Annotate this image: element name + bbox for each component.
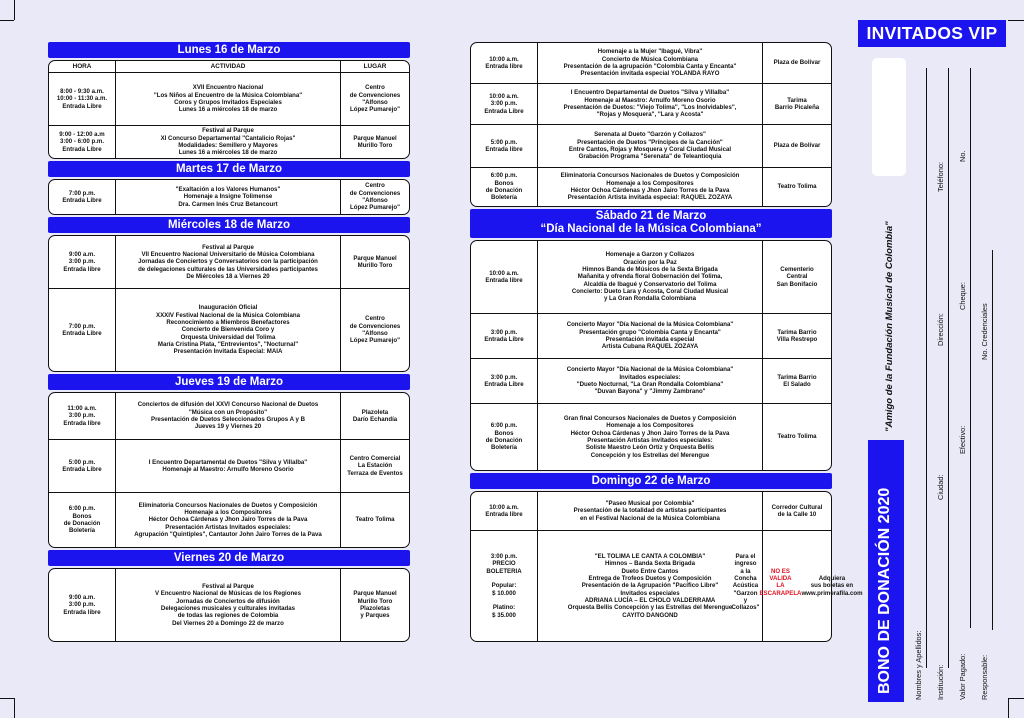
- event-time: 6:00 p.m. Bonos de Donación Boletería: [63, 505, 101, 535]
- field-no: No.: [958, 150, 967, 162]
- event-row: [471, 43, 831, 83]
- event-venue: Teatro Tolima: [777, 433, 817, 441]
- day-schedule-table: [470, 240, 832, 471]
- day-title: Lunes 16 de Marzo: [48, 42, 410, 58]
- event-time: 8:00 - 9:30 a.m. 10:00 - 11:30 a.m. Entrada Libre: [56, 88, 108, 110]
- event-activity: I Encuentro Departamental de Duetos "Silva y Villalba" Homenaje al Maestro: Arnulfo Moreno Osorio Presentación de Duetos: "Viejo Tolima", "Los Inolvidables", "Rojas y Mosquera", "Lara y Acosta": [537, 84, 763, 124]
- event-time: 6:00 p.m. Bonos de Donación Boletería: [485, 422, 523, 452]
- event-row: [471, 83, 831, 124]
- day-title: Viernes 20 de Marzo: [48, 550, 410, 566]
- event-time: 9:00 - 12:00 a.m 3:00 - 6:00 p.m. Entrada Libre: [59, 131, 105, 153]
- event-row: [471, 124, 831, 167]
- fill-line: [926, 68, 927, 668]
- event-time: 10:00 a.m. 3:00 p.m. Entrada Libre: [484, 93, 524, 115]
- event-venue: Plaza de Bolívar: [773, 142, 821, 150]
- ticket-stub-blank: [872, 58, 906, 176]
- event-venue: Corredor Cultural de la Calle 10: [771, 503, 823, 518]
- event-activity: "EL TOLIMA LE CANTA A COLOMBIA" Himnos – Banda Sexta Brigada Dueto Entre Cantos Entrega de Trofeos Duetos y Composición Presentación de la Agrupación "Pacífico Libre" Invitados especiales ADRIANA LUCÍA – EL CHOLO VALDERRAMA Orquesta Bellis Concepción y las Estrellas del Merengue CAYITO DANGOND: [537, 531, 763, 641]
- event-activity: "Paseo Musical por Colombia" Presentación de la totalidad de artistas participantes en el Festival Nacional de la Música Colombiana: [537, 492, 763, 530]
- event-row: [49, 492, 409, 547]
- day-title: Domingo 22 de Marzo: [470, 473, 832, 489]
- event-time: 10:00 a.m. Entrada libre: [485, 269, 523, 284]
- event-row: [49, 288, 409, 371]
- event-row: [49, 125, 409, 158]
- event-time: 3:00 p.m. Entrada Libre: [484, 328, 524, 343]
- event-row: [471, 403, 831, 470]
- event-venue: Centro de Convenciones "Alfonso López Pumarejo": [349, 84, 401, 114]
- field-valor-pagado: Valor Pagado:: [958, 653, 967, 700]
- event-venue: Plazoleta Darío Echandía: [352, 408, 398, 423]
- event-venue: Parque Manuel Murillo Toro: [353, 254, 397, 269]
- crop-mark: [1008, 20, 1024, 21]
- invitados-vip-header: INVITADOS VIP: [858, 20, 1006, 47]
- event-row: [471, 530, 863, 641]
- day-schedule-table: [48, 235, 410, 372]
- event-row: [471, 313, 831, 358]
- day-title: Jueves 19 de Marzo: [48, 374, 410, 390]
- day-schedule-table: [48, 179, 410, 215]
- amigo-fundacion-text: "Amigo de la Fundación Musical de Colombia": [884, 221, 895, 432]
- event-time: 6:00 p.m. Bonos de Donación Boletería: [485, 172, 523, 202]
- field-credenciales: No. Credenciales: [980, 303, 989, 360]
- event-activity: Homenaje a Garzon y Collazos Oración por la Paz Himnos Banda de Músicos de la Sexta Brigada Mañanita y ofrenda floral Gobernación del Tolima, Alcaldía de Ibagué y Conservatorio del Tolima Concierto: Dueto Lara y Acosta, Coral Ciudad Musical y La Gran Rondalla Colombiana: [537, 241, 763, 313]
- event-venue: Tarima Barrio Picaleña: [774, 96, 820, 111]
- header-lugar: LUGAR: [363, 62, 387, 70]
- field-efectivo: Efectivo:: [958, 425, 967, 454]
- event-activity: Festival al Parque VII Encuentro Nacional Universitario de Música Colombiana Jornadas de Conciertos y Conversatorios con la participación de delegaciones culturales de las Universidades participantes De Miércoles 18 a Viernes 20: [115, 236, 341, 288]
- event-row: [49, 72, 409, 125]
- event-activity: Concierto Mayor "Día Nacional de la Música Colombiana" Invitados especiales: "Dueto Nocturnal, "La Gran Rondalla Colombiana" "Duvan Bayona" y "Jimmy Zambrano": [537, 359, 763, 403]
- field-telefono: Teléfono:: [936, 162, 945, 192]
- event-row: [49, 439, 409, 492]
- event-venue: Plaza de Bolívar: [773, 59, 821, 67]
- day-title: Martes 17 de Marzo: [48, 161, 410, 177]
- event-venue: Cementerio Central San Bonifacio: [776, 266, 818, 288]
- event-venue: Parque Manuel Murillo Toro Plazoletas y Parques: [353, 590, 397, 620]
- event-time: 10:00 a.m. Entrada libre: [485, 503, 523, 518]
- event-time: 9:00 a.m. 3:00 p.m. Entrada libre: [63, 251, 101, 273]
- event-venue: Tarima Barrio El Salado: [777, 373, 817, 388]
- event-venue: Para el ingreso a la Concha Acústica "Garzon y Collazos" NO ES VALIDA LA ESCARAPELA Adquiera sus boletas en www.primerafila.com: [731, 553, 863, 612]
- event-venue: Parque Manuel Murillo Toro: [353, 134, 397, 149]
- field-ciudad: Ciudad:: [936, 474, 945, 500]
- event-time: 10:00 a.m. Entrada libre: [485, 55, 523, 70]
- day-title: Miércoles 18 de Marzo: [48, 217, 410, 233]
- header-hora: HORA: [72, 62, 92, 70]
- table-header-row: [49, 61, 409, 72]
- event-activity: Festival al Parque XI Concurso Departamental "Cantalicio Rojas" Modalidades: Semillero y Mayores Lunes 16 a miércoles 18 de marzo: [115, 126, 341, 158]
- field-institucion: Institución:: [936, 664, 945, 700]
- crop-mark: [14, 698, 15, 718]
- event-activity: Eliminatoria Concursos Nacionales de Duetos y Composición Homenaje a los Compositores Héctor Ochoa Cárdenas y Jhon Jairo Torres de la Pava Presentación Artistas Invitados especiales: Agrupación "Quintiples", Cantautor John Jairo Torres de la Pava: [115, 493, 341, 547]
- event-time: 7:00 p.m. Entrada Libre: [62, 322, 102, 337]
- field-cheque: Cheque:: [958, 282, 967, 310]
- header-actividad: ACTIVIDAD: [115, 61, 341, 72]
- event-row: [471, 358, 831, 403]
- event-activity: Festival al Parque V Encuentro Nacional de Músicas de los Regiones Jornadas de Conciertos de difusión Delegaciones musicales y culturales invitadas de todas las regiones de Colombia Del Viernes 20 a Domingo 22 de marzo: [115, 569, 341, 641]
- event-time: 11:00 a.m. 3:00 p.m. Entrada libre: [63, 405, 101, 427]
- schedule-column-right: [470, 42, 863, 644]
- event-venue: Teatro Tolima: [777, 183, 817, 191]
- event-activity: Gran final Concursos Nacionales de Duetos y Composición Homenaje a los Compositores Héctor Ochoa Cárdenas y Jhon Jairo Torres de la Pava Presentación Artistas invitados especiales: Soliste Maestro León Ortiz y Orquesta Bellis Concepción y los Estrellas del Merengue: [537, 404, 763, 470]
- event-time: 3:00 p.m. PRECIO BOLETERIA Popular: $ 10.000 Platino: $ 35.000: [486, 553, 522, 619]
- event-row: [49, 180, 409, 214]
- fill-line: [948, 68, 949, 668]
- event-venue: Centro de Convenciones "Alfonso López Pumarejo": [349, 182, 401, 212]
- crop-mark: [1008, 698, 1024, 699]
- event-activity: XVII Encuentro Nacional "Los Niños al Encuentro de la Música Colombiana" Coros y Grupos Invitados Especiales Lunes 16 a miércoles 18 de marzo: [115, 73, 341, 125]
- event-venue: Tarima Barrio Villa Restrepo: [776, 328, 818, 343]
- event-time: 5:00 p.m. Entrada libre: [485, 138, 523, 153]
- escarapela-warning: NO ES VALIDA LA ESCARAPELA: [759, 567, 802, 597]
- crop-mark: [0, 698, 14, 699]
- event-activity: Conciertos de difusión del XXVI Concurso Nacional de Duetos "Música con un Propósito" Presentación de Duetos Seleccionados Grupos A y B Jueves 19 y Viernes 20: [115, 393, 341, 439]
- event-row: [471, 241, 831, 313]
- event-activity: Eliminatoria Concursos Nacionales de Duetos y Composición Homenaje a los Compositores Héctor Ochoa Cárdenas y Jhon Jairo Torres de la Pava Presentación Artista invitada especial: RAQUEL ZOZAYA: [537, 168, 763, 206]
- fill-line: [970, 68, 971, 628]
- bono-title: BONO DE DONACIÓN 2020: [876, 487, 893, 694]
- day-schedule-table: [470, 491, 863, 642]
- event-activity: Inauguración Oficial XXXIV Festival Nacional de la Música Colombiana Reconocimiento a Miembros Benefactores Concierto de Bienvenida Coro y Orquesta Universidad del Tolima María Cristina Plata, "Entrevientos", "Nocturnal" Presentación Invitada Especial: MAIA: [115, 289, 341, 371]
- event-activity: Serenata al Dueto "Garzón y Collazos" Presentación de Duetos "Príncipes de la Canción" Entre Cantos, Rojas y Mosquera y Coral Ciudad Musical Grabación Programa "Serenata" de Teleantioquia: [537, 125, 763, 167]
- event-row: [49, 393, 409, 439]
- event-venue: Teatro Tolima: [355, 516, 395, 524]
- event-activity: I Encuentro Departamental de Duetos "Silva y Villalba" Homenaje al Maestro: Arnulfo Moreno Osorio: [115, 440, 341, 492]
- event-time: 3:00 p.m. Entrada Libre: [484, 373, 524, 388]
- schedule-column-left: [48, 42, 410, 644]
- crop-mark: [1008, 698, 1009, 718]
- field-nombres: Nombres y Apellidos:: [914, 630, 923, 700]
- day-schedule-table: [48, 568, 410, 642]
- event-time: 9:00 a.m. 3:00 p.m. Entrada libre: [63, 594, 101, 616]
- event-activity: Homenaje a la Mujer "Ibagué, Vibra" Concierto de Música Colombiana Presentación de la agrupación "Colombia Canta y Encanta" Presentación invitada especial YOLANDA RAYO: [537, 43, 763, 83]
- crop-mark: [0, 20, 14, 21]
- event-activity: Concierto Mayor "Día Nacional de la Música Colombiana" Presentación grupo "Colombia Canta y Encanta" Presentación invitada especial Artista Cubana RAQUEL ZOZAYA: [537, 314, 763, 358]
- event-row: [49, 236, 409, 288]
- event-row: [471, 167, 831, 206]
- event-row: [49, 569, 409, 641]
- day-schedule-table: [48, 60, 410, 159]
- event-venue: Centro de Convenciones "Alfonso López Pumarejo": [349, 315, 401, 345]
- event-time: 5:00 p.m. Entrada Libre: [62, 458, 102, 473]
- crop-mark: [14, 0, 15, 20]
- day-schedule-table: [48, 392, 410, 548]
- event-venue: Centro Comercial La Estación Terraza de Eventos: [347, 455, 403, 477]
- event-activity: "Exaltación a los Valores Humanos" Homenaje a Insigne Tolimense Dra. Carmen Inés Cruz Betancourt: [115, 180, 341, 214]
- day-schedule-table: [470, 42, 832, 207]
- field-direccion: Dirección:: [936, 313, 945, 346]
- event-time: 7:00 p.m. Entrada Libre: [62, 189, 102, 204]
- fill-line: [992, 250, 993, 630]
- field-responsable: Responsable:: [980, 654, 989, 700]
- day-title: Sábado 21 de Marzo “Día Nacional de la Música Colombiana”: [470, 209, 832, 238]
- event-row: [471, 492, 831, 530]
